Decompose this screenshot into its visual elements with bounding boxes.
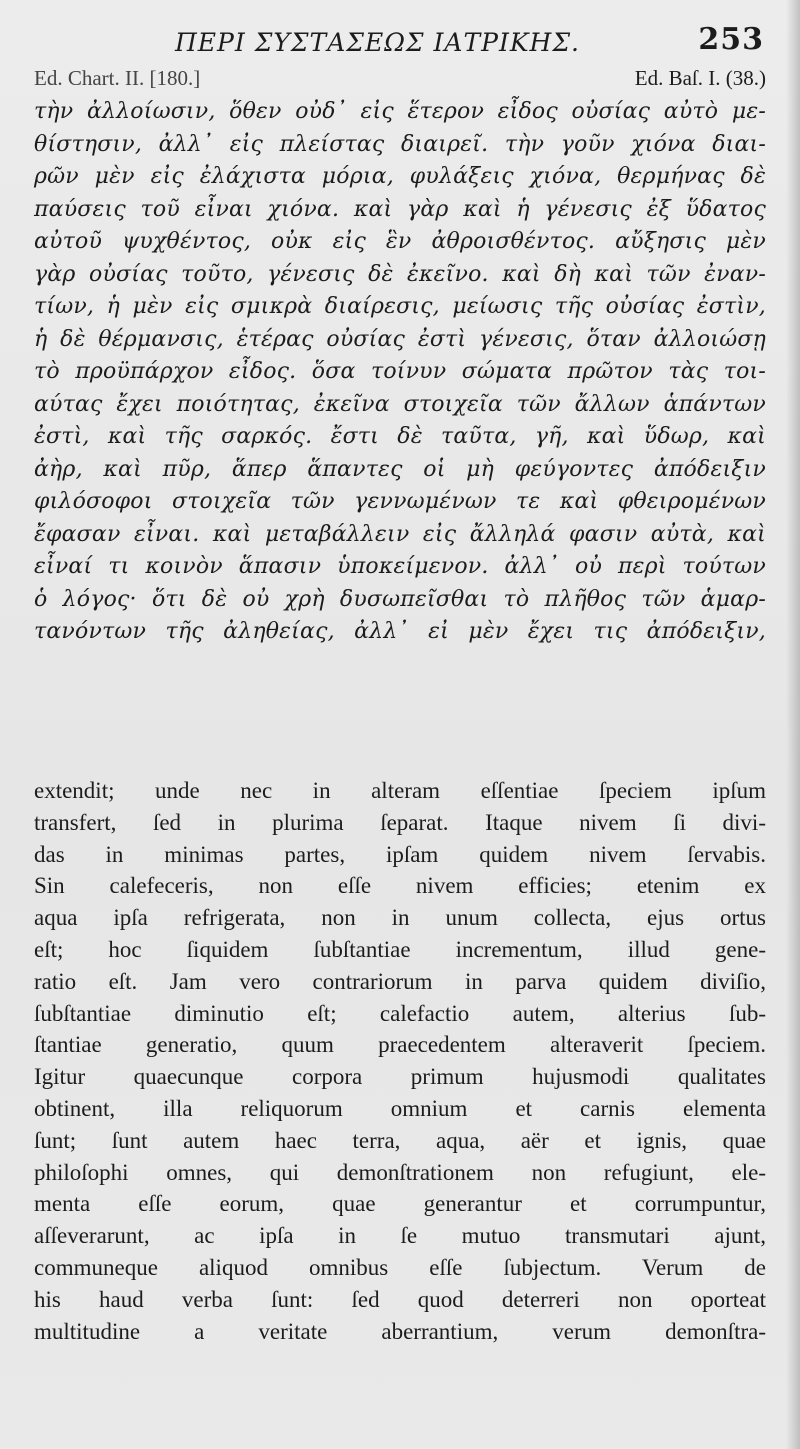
latin-text-line: eſt; hoc ſiquidem ſubſtantiae incrementum, illud gene- bbox=[34, 936, 766, 962]
greek-text-line: ρῶν μὲν εἰς ἐλάχιστα μόρια, φυλάξεις χιόνα, θερμήνας δὲ bbox=[34, 164, 766, 189]
greek-text-line: ἡ δὲ θέρμανσις, ἑτέρας οὐσίας ἐστὶ γένεσις, ὅταν ἀλλοιώσῃ bbox=[34, 326, 766, 352]
latin-text-line: menta eſſe eorum, quae generantur et corrumpuntur, bbox=[34, 1191, 766, 1217]
latin-text-line: das in minimas partes, ipſam quidem nivem ſervabis. bbox=[34, 841, 766, 867]
greek-text-line: ἔφασαν εἶναι. καὶ μεταβάλλειν εἰς ἄλληλά φασιν αὐτὰ, καὶ bbox=[34, 521, 766, 547]
greek-text-block bbox=[34, 96, 766, 649]
edition-reference-right: Ed. Baſ. I. (38.) bbox=[634, 66, 766, 90]
latin-text-line: ratio eſt. Jam vero contrariorum in parva quidem diviſio, bbox=[34, 968, 766, 994]
latin-text-line: ſunt; ſunt autem haec terra, aqua, aër et ignis, quae bbox=[34, 1127, 766, 1153]
greek-text-line: γὰρ οὐσίας τοῦτο, γένεσις δὲ ἐκεῖνο. καὶ δὴ καὶ τῶν ἐναν- bbox=[34, 261, 766, 287]
greek-text-line: ὁ λόγος· ὅτι δὲ οὐ χρὴ δυσωπεῖσθαι τὸ πλῆθος τῶν ἁμαρ- bbox=[34, 586, 766, 612]
latin-text-line: ſubſtantiae diminutio eſt; calefactio autem, alterius ſub- bbox=[34, 1000, 766, 1026]
edition-reference-left: Ed. Chart. II. [180.] bbox=[34, 66, 201, 90]
page-number: 253 bbox=[698, 22, 764, 57]
running-title: ΠΕΡΙ ΣΥΣΤΑΣΕΩΣ ΙΑΤΡΙΚΗΣ. bbox=[175, 28, 580, 57]
greek-text-line: τὴν ἀλλοίωσιν, ὅθεν οὐδ᾽ εἰς ἕτερον εἶδος οὐσίας αὐτὸ με- bbox=[34, 99, 766, 124]
latin-text-line: aqua ipſa refrigerata, non in unum collecta, ejus ortus bbox=[34, 905, 766, 931]
latin-text-line: multitudine a veritate aberrantium, verum demonſtra- bbox=[34, 1318, 766, 1344]
page-edge-shadow bbox=[786, 0, 800, 1449]
latin-text-line: his haud verba ſunt: ſed quod deterreri non oporteat bbox=[34, 1286, 766, 1312]
greek-text-line: ἐστὶ, καὶ τῆς σαρκός. ἔστι δὲ ταῦτα, γῆ, καὶ ὕδωρ, καὶ bbox=[34, 424, 766, 449]
latin-text-line: philoſophi omnes, qui demonſtrationem non refugiunt, ele- bbox=[34, 1159, 766, 1185]
latin-text-line: ſtantiae generatio, quum praecedentem alteraverit ſpeciem. bbox=[34, 1032, 766, 1058]
greek-text-line: τανόντων τῆς ἀληθείας, ἀλλ᾽ εἰ μὲν ἔχει τις ἀπόδειξιν, bbox=[34, 619, 766, 644]
greek-text-line: αύτας ἔχει ποιότητας, ἐκεῖνα στοιχεῖα τῶν ἄλλων ἁπάντων bbox=[34, 391, 766, 417]
latin-text-line: obtinent, illa reliquorum omnium et carnis elementa bbox=[34, 1095, 766, 1121]
latin-text-line: communeque aliquod omnibus eſſe ſubjectum. Verum de bbox=[34, 1254, 766, 1280]
greek-text-line: εἶναί τι κοινὸν ἅπασιν ὑποκείμενον. ἀλλ᾽ οὐ περὶ τούτων bbox=[34, 554, 766, 579]
greek-text-line: παύσεις τοῦ εἶναι χιόνα. καὶ γὰρ καὶ ἡ γένεσις ἐξ ὕδατος bbox=[34, 196, 766, 222]
greek-text-line: θίστησιν, ἀλλ᾽ εἰς πλείστας διαιρεῖ. τὴν γοῦν χιόνα διαι- bbox=[34, 131, 766, 157]
latin-text-line: Sin calefeceris, non eſſe nivem efficies; etenim ex bbox=[34, 873, 766, 899]
greek-text-line: ἀὴρ, καὶ πῦρ, ἅπερ ἅπαντες οἱ μὴ φεύγοντες ἀπόδειξιν bbox=[34, 456, 766, 482]
latin-text-block bbox=[34, 775, 766, 1347]
latin-text-line: extendit; unde nec in alteram eſſentiae ſpeciem ipſum bbox=[34, 778, 766, 803]
latin-text-line: transfert, ſed in plurima ſeparat. Itaque nivem ſi divi- bbox=[34, 809, 766, 835]
greek-text-line: τὸ προϋπάρχον εἶδος. ὅσα τοίνυν σώματα πρῶτον τὰς τοι- bbox=[34, 359, 766, 384]
greek-text-line: φιλόσοφοι στοιχεῖα τῶν γεννωμένων τε καὶ φθειρομένων bbox=[34, 489, 766, 514]
latin-text-line: Igitur quaecunque corpora primum hujusmodi qualitates bbox=[34, 1064, 766, 1090]
latin-text-line: aſſeverarunt, ac ipſa in ſe mutuo transmutari ajunt, bbox=[34, 1223, 766, 1249]
greek-text-line: αὐτοῦ ψυχθέντος, οὐκ εἰς ἓν ἀθροισθέντος. αὔξησις μὲν bbox=[34, 229, 766, 254]
greek-text-line: τίων, ἡ μὲν εἰς σμικρὰ διαίρεσις, μείωσις τῆς οὐσίας ἐστὶν, bbox=[34, 294, 766, 319]
page-header bbox=[0, 22, 800, 62]
